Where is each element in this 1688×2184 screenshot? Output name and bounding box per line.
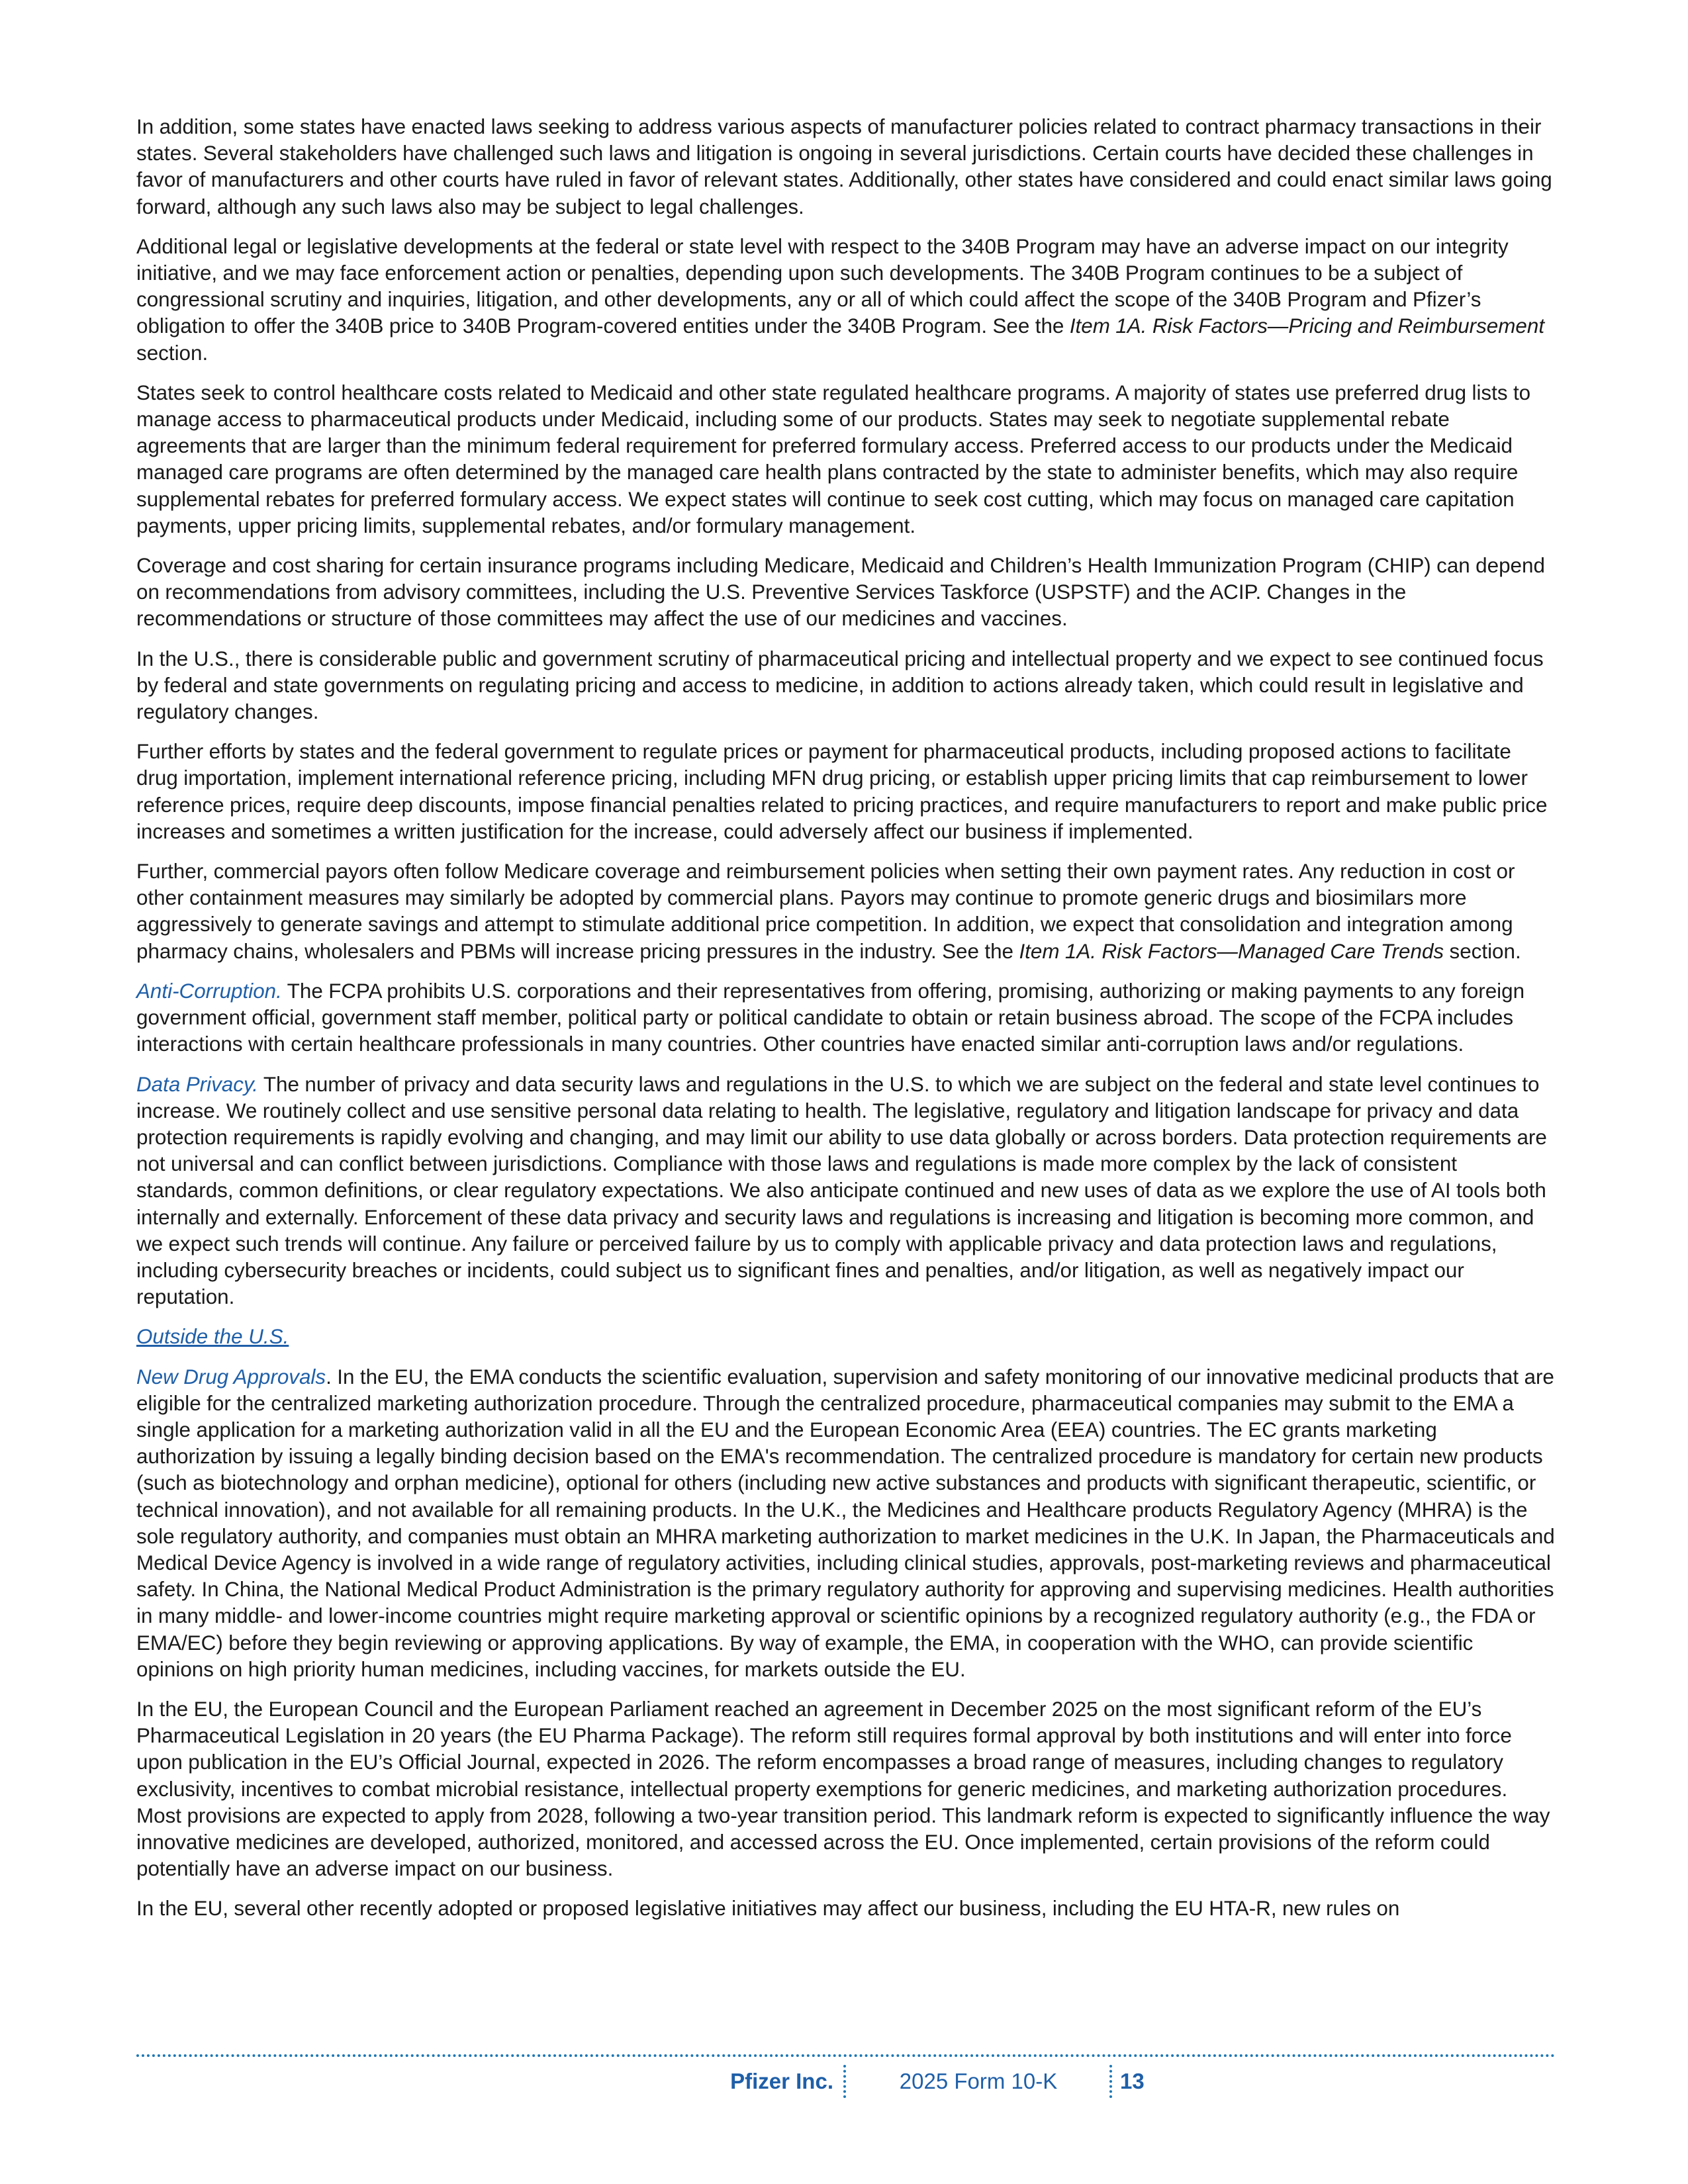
paragraph-eu-legislative: [136, 1895, 1556, 1922]
footer-page-number: 13: [1120, 2069, 1145, 2093]
paragraph-medicaid: [136, 380, 1556, 539]
page-footer: [136, 2054, 1556, 2103]
paragraph-text: In addition, some states have enacted laws seeking to address various aspects of manufacturer policies related to contract pharmacy transactions in their states. Several stakeholders have challenged such laws and litigation is ongoing in several jurisdictions. Certain courts have decided these challenges in favor of manufacturers and other courts have ruled in favor of relevant states. Additionally, other states have considered and could enact similar laws going forward, although any such laws also may be subject to legal challenges.: [136, 115, 1552, 218]
paragraph-commercial-payors: [136, 858, 1556, 965]
paragraph-lead: Anti-Corruption.: [136, 979, 282, 1003]
paragraph-text: States seek to control healthcare costs related to Medicaid and other state regulated healthcare programs. A majority of states use preferred drug lists to manage access to pharmaceutical products under Medicaid, including some of our products. States may seek to negotiate supplemental rebate agreements that are larger than the minimum federal requirement for preferred formulary access. Preferred access to our products under the Medicaid managed care programs are often determined by the managed care health plans contracted by the state to administer benefits, which may also require supplemental rebates for preferred formulary access. We expect states will continue to seek cost cutting, which may focus on managed care capitation payments, upper pricing limits, supplemental rebates, and/or formulary management.: [136, 381, 1531, 537]
cross-reference: Item 1A. Risk Factors—Pricing and Reimbursement: [1069, 314, 1545, 338]
paragraph-contract-pharmacy: [136, 114, 1556, 220]
paragraph-340b-program: [136, 234, 1556, 367]
paragraph-text: The number of privacy and data security laws and regulations in the U.S. to which we are subject on the federal and state level continues to increase. We routinely collect and use sensitive personal data relating to health. The legislative, regulatory and litigation landscape for privacy and data protection requirements is rapidly evolving and changing, and may limit our ability to use data globally or across borders. Data protection requirements are not universal and can conflict between jurisdictions. Compliance with those laws and regulations is made more complex by the lack of consistent standards, common definitions, or clear regulatory expectations. We also anticipate continued and new uses of data as we explore the use of AI tools both internally and externally. Enforcement of these data privacy and security laws and regulations is increasing and litigation is becoming more common, and we expect such trends will continue. Any failure or perceived failure by us to comply with applicable privacy and data protection laws and regulations, including cybersecurity breaches or incidents, could subject us to significant fines and penalties, and/or litigation, as well as negatively impact our reputation.: [136, 1072, 1547, 1309]
paragraph-public-scrutiny: [136, 646, 1556, 726]
footer-content: [136, 2064, 1556, 2099]
paragraph-lead: New Drug Approvals: [136, 1365, 326, 1388]
cross-reference: Item 1A. Risk Factors—Managed Care Trends: [1019, 939, 1444, 963]
paragraph-text: Additional legal or legislative developments at the federal or state level with respect to the 340B Program may have an adverse impact on our integrity initiative, and we may face enforcement action or penalties, depending upon such developments. The 340B Program continues to be a subject of congressional scrutiny and inquiries, litigation, and other developments, any or all of which could affect the scope of the 340B Program and Pfizer’s obligation to offer the 340B price to 340B Program-covered entities under the 340B Program. See the: [136, 234, 1509, 338]
paragraph-anti-corruption: [136, 978, 1556, 1058]
paragraph-text: . In the EU, the EMA conducts the scientific evaluation, supervision and safety monitoring of our innovative medicinal products that are eligible for the centralized marketing authorization procedure. Through the centralized procedure, pharmaceutical companies may submit to the EMA a single application for a marketing authorization valid in all the EU and the European Economic Area (EEA) countries. The EC grants marketing authorization by issuing a legally binding decision based on the EMA's recommendation. The centralized procedure is mandatory for certain new products (such as biotechnology and orphan medicine), optional for others (including new active substances and products with significant therapeutic, scientific, or technical innovation), and not available for all remaining products. In the U.K., the Medicines and Healthcare products Regulatory Agency (MHRA) is the sole regulatory authority, and companies must obtain an MHRA marketing authorization to market medicines in the U.K. In Japan, the Pharmaceuticals and Medical Device Agency is involved in a wide range of regulatory activities, including clinical studies, approvals, post-marketing reviews and pharmaceutical safety. In China, the National Medical Product Administration is the primary regulatory authority for approving and supervising medicines. Health authorities in many middle- and lower-income countries might require marketing approval or scientific opinions by a recognized regulatory authority (e.g., the FDA or EMA/EC) before they begin reviewing or approving applications. By way of example, the EMA, in cooperation with the WHO, can provide scientific opinions on high priority human medicines, including vaccines, for markets outside the EU.: [136, 1365, 1555, 1681]
paragraph-new-drug-approvals: [136, 1364, 1556, 1683]
paragraph-text: Further, commercial payors often follow Medicare coverage and reimbursement policies when setting their own payment rates. Any reduction in cost or other containment measures may similarly be adopted by commercial plans. Payors may continue to promote generic drugs and biosimilars more aggressively to generate savings and attempt to stimulate additional price competition. In addition, we expect that consolidation and integration among pharmacy chains, wholesalers and PBMs will increase pricing pressures in the industry. See the: [136, 860, 1515, 963]
paragraph-data-privacy: [136, 1071, 1556, 1311]
document-body: [136, 114, 1556, 1936]
paragraph-text: In the U.S., there is considerable public and government scrutiny of pharmaceutical pricing and intellectual property and we expect to see continued focus by federal and state governments on regulating pricing and access to medicine, in addition to actions already taken, which could result in legislative and regulatory changes.: [136, 647, 1544, 724]
paragraph-eu-pharma-package: [136, 1696, 1556, 1882]
paragraph-text: Further efforts by states and the federal government to regulate prices or payment for pharmaceutical products, including proposed actions to facilitate drug importation, implement international reference pricing, including MFN drug pricing, or establish upper pricing limits that cap reimbursement to lower reference prices, require deep discounts, impose financial penalties related to pricing practices, and require manufacturers to report and make public price increases and sometimes a written justification for the increase, could adversely affect our business if implemented.: [136, 740, 1548, 843]
paragraph-text: In the EU, the European Council and the European Parliament reached an agreement in December 2025 on the most significant reform of the EU’s Pharmaceutical Legislation in 20 years (the EU Pharma Package). The reform still requires formal approval by both institutions and will enter into force upon publication in the EU’s Official Journal, expected in 2026. The reform encompasses a broad range of measures, including changes to regulatory exclusivity, incentives to combat microbial resistance, intellectual property exemptions for generic medicines, and marketing authorization procedures. Most provisions are expected to apply from 2028, following a two-year transition period. This landmark reform is expected to significantly influence the way innovative medicines are developed, authorized, monitored, and accessed across the EU. Once implemented, certain provisions of the reform could potentially have an adverse impact on our business.: [136, 1697, 1550, 1881]
footer-form-name: 2025 Form 10-K: [899, 2069, 1058, 2093]
footer-divider: [1109, 2065, 1112, 2098]
section-heading-outside-us[interactable]: Outside the U.S.: [136, 1325, 289, 1349]
paragraph-price-regulation: [136, 739, 1556, 845]
paragraph-tail: section.: [136, 341, 209, 365]
paragraph-text: In the EU, several other recently adopted or proposed legislative initiatives may affect our business, including the EU HTA-R, new rules on: [136, 1897, 1400, 1921]
footer-company: Pfizer Inc.: [730, 2069, 833, 2093]
paragraph-lead: Data Privacy.: [136, 1072, 259, 1096]
paragraph-text: The FCPA prohibits U.S. corporations and their representatives from offering, promising, authorizing or making payments to any foreign government official, government staff member, political party or political candidate to obtain or retain business abroad. The scope of the FCPA includes interactions with certain healthcare professionals in many countries. Other countries have enacted similar anti-corruption laws and/or regulations.: [136, 979, 1525, 1056]
paragraph-text: Coverage and cost sharing for certain insurance programs including Medicare, Medicaid and Children’s Health Immunization Program (CHIP) can depend on recommendations from advisory committees, including the U.S. Preventive Services Taskforce (USPSTF) and the ACIP. Changes in the recommendations or structure of those committees may affect the use of our medicines and vaccines.: [136, 554, 1545, 631]
paragraph-coverage: [136, 553, 1556, 633]
paragraph-tail: section.: [1444, 939, 1521, 963]
